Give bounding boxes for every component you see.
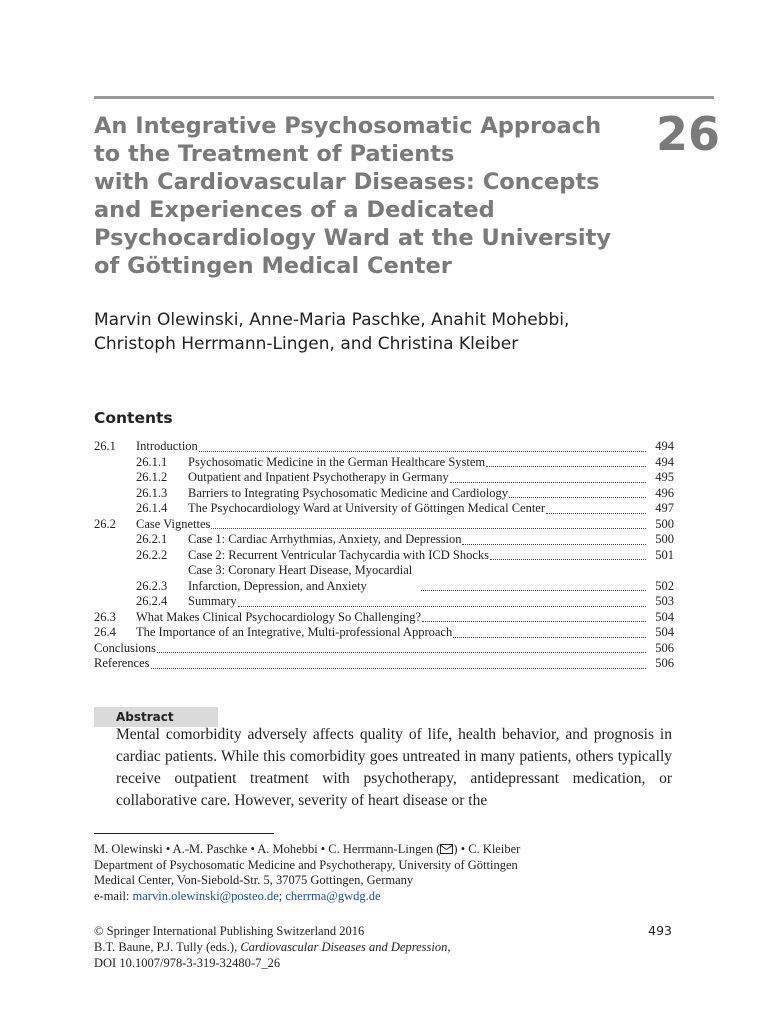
toc-entry-page: 506: [655, 656, 674, 670]
toc-entry[interactable]: [94, 470, 674, 486]
table-of-contents: [94, 439, 674, 672]
toc-leader-dots: [450, 482, 646, 483]
contents-heading: Contents: [94, 409, 173, 427]
chapter-title-line: of Göttingen Medical Center: [94, 253, 452, 279]
toc-leader-dots: [546, 513, 646, 514]
toc-entry[interactable]: [94, 532, 674, 548]
toc-entry-title: Summary: [188, 594, 237, 608]
toc-entry-title: References: [94, 656, 150, 670]
toc-entry-number: 26.2.1: [136, 532, 168, 546]
chapter-number: 26: [655, 107, 720, 161]
toc-entry-title: Psychosomatic Medicine in the German Healthcare System: [188, 454, 486, 469]
envelope-icon: [440, 844, 453, 854]
toc-entry-number: 26.1.2: [136, 470, 168, 484]
toc-entry[interactable]: [94, 656, 674, 672]
footnote-address: Medical Center, Von-Siebold-Str. 5, 37075 Gottingen, Germany: [94, 873, 414, 888]
author-line: Marvin Olewinski, Anne-Maria Paschke, Anahit Mohebbi,: [94, 310, 570, 330]
author-list: [94, 308, 714, 356]
email-label: e-mail:: [94, 888, 133, 903]
toc-entry[interactable]: [94, 625, 674, 641]
top-rule: [94, 96, 714, 99]
toc-leader-dots: [509, 497, 646, 498]
toc-entry-page: 494: [655, 439, 674, 453]
toc-leader-dots: [151, 668, 646, 669]
toc-leader-dots: [453, 637, 646, 638]
toc-entry-title: Case 1: Cardiac Arrhythmias, Anxiety, and Depression: [188, 532, 462, 546]
toc-entry-page: 504: [655, 625, 674, 639]
toc-entry-number: 26.2.3: [136, 578, 168, 593]
toc-leader-dots: [422, 621, 646, 622]
toc-entry-number: 26.2.4: [136, 594, 168, 608]
toc-entry-title: What Makes Clinical Psychocardiology So Challenging?: [136, 609, 422, 624]
footnote-rule: [94, 833, 274, 834]
email-separator: ;: [278, 888, 286, 903]
toc-entry-title: Outpatient and Inpatient Psychotherapy in Germany: [188, 470, 449, 484]
toc-entry-title: The Importance of an Integrative, Multi-professional Approach: [136, 625, 453, 639]
toc-leader-dots: [490, 559, 646, 560]
chapter-title-line: Psychocardiology Ward at the University: [94, 225, 612, 251]
toc-entry-title: Conclusions: [94, 640, 156, 655]
doi-line: DOI 10.1007/978-3-319-32480-7_26: [94, 956, 281, 970]
toc-entry[interactable]: [94, 486, 674, 502]
toc-entry-title: Case 2: Recurrent Ventricular Tachycardia with ICD Shocks: [188, 547, 490, 562]
toc-entry-number: 26.4: [94, 625, 116, 639]
toc-leader-dots: [486, 466, 646, 467]
toc-leader-dots: [157, 652, 646, 653]
toc-leader-dots: [211, 528, 646, 529]
toc-entry[interactable]: [94, 517, 674, 533]
footnote-authors: [94, 842, 674, 858]
toc-entry-number: 26.2.2: [136, 547, 168, 562]
toc-entry-number: 26.2: [94, 516, 116, 531]
publication-info: [94, 923, 674, 971]
chapter-title-line: and Experiences of a Dedicated: [94, 197, 495, 223]
toc-entry-page: 502: [655, 578, 674, 593]
abstract-text: Mental comorbidity adversely affects quality of life, health behavior, and prognosis in cardiac patients. While this comorbidity goes untreated in many patients, others typically receive outpatient treatment with psychotherapy, antidepressant medication, or collaborative care. However, severity of heart disease or the: [116, 726, 672, 809]
toc-entry-page: 506: [655, 640, 674, 655]
toc-entry-title: Case 3: Coronary Heart Disease, Myocardial Infarction, Depression, and Anxiety: [188, 563, 413, 593]
toc-entry-title: Case Vignettes: [136, 516, 211, 531]
toc-leader-dots: [199, 451, 646, 452]
book-citation: [94, 939, 674, 955]
toc-leader-dots: [462, 544, 646, 545]
toc-entry-page: 496: [655, 485, 674, 500]
toc-entry-number: 26.1.3: [136, 485, 168, 500]
toc-entry-number: 26.1.1: [136, 454, 168, 469]
toc-entry-page: 500: [655, 516, 674, 531]
toc-entry-page: 495: [655, 470, 674, 484]
toc-entry-number: 26.1.4: [136, 501, 168, 515]
footnote-authors-text-end: ) • C. Kleiber: [453, 842, 521, 856]
toc-entry[interactable]: [94, 610, 674, 626]
toc-entry[interactable]: [94, 455, 674, 471]
chapter-title: [94, 112, 624, 280]
toc-entry-page: 503: [655, 594, 674, 608]
toc-entry-title: Barriers to Integrating Psychosomatic Medicine and Cardiology: [188, 485, 509, 500]
toc-leader-dots: [421, 590, 646, 591]
toc-entry-title: The Psychocardiology Ward at University of Göttingen Medical Center: [188, 501, 546, 515]
page-number: 493: [648, 923, 672, 938]
toc-entry[interactable]: [94, 641, 674, 657]
toc-leader-dots: [238, 606, 646, 607]
toc-entry[interactable]: [94, 594, 674, 610]
toc-entry[interactable]: [94, 439, 674, 455]
chapter-title-line: with Cardiovascular Diseases: Concepts: [94, 169, 600, 195]
author-footnote: [94, 842, 674, 904]
email-link-olewinski[interactable]: marvin.olewinski@posteo.de: [132, 888, 279, 903]
footnote-email: [94, 889, 674, 905]
toc-entry[interactable]: [94, 548, 674, 564]
footnote-affiliation: Department of Psychosomatic Medicine and Psychotherapy, University of Göttingen: [94, 857, 518, 872]
toc-entry-title: Introduction: [136, 439, 198, 453]
book-title: Cardiovascular Diseases and Depression: [240, 940, 448, 954]
book-suffix: ,: [447, 940, 451, 954]
toc-entry-page: 494: [655, 454, 674, 469]
toc-entry-page: 497: [655, 501, 674, 515]
toc-entry[interactable]: [94, 501, 674, 517]
toc-entry-page: 501: [655, 547, 674, 562]
book-editors: B.T. Baune, P.J. Tully (eds.),: [94, 940, 241, 954]
toc-entry-number: 26.1: [94, 439, 116, 453]
author-line: Christoph Herrmann-Lingen, and Christina Kleiber: [94, 334, 519, 354]
chapter-title-line: An Integrative Psychosomatic Approach: [94, 113, 602, 139]
toc-entry-number: 26.3: [94, 609, 116, 624]
toc-entry[interactable]: [94, 563, 674, 594]
footnote-authors-text: M. Olewinski • A.-M. Paschke • A. Mohebbi • C. Herrmann-Lingen (: [94, 842, 441, 856]
toc-entry-page: 500: [655, 532, 674, 546]
email-link-herrmann-lingen[interactable]: cherrma@gwdg.de: [285, 888, 381, 903]
toc-entry-page: 504: [655, 609, 674, 624]
chapter-title-line: to the Treatment of Patients: [94, 141, 455, 167]
copyright-line: © Springer International Publishing Switzerland 2016: [94, 924, 365, 938]
abstract-label: Abstract: [116, 710, 174, 724]
